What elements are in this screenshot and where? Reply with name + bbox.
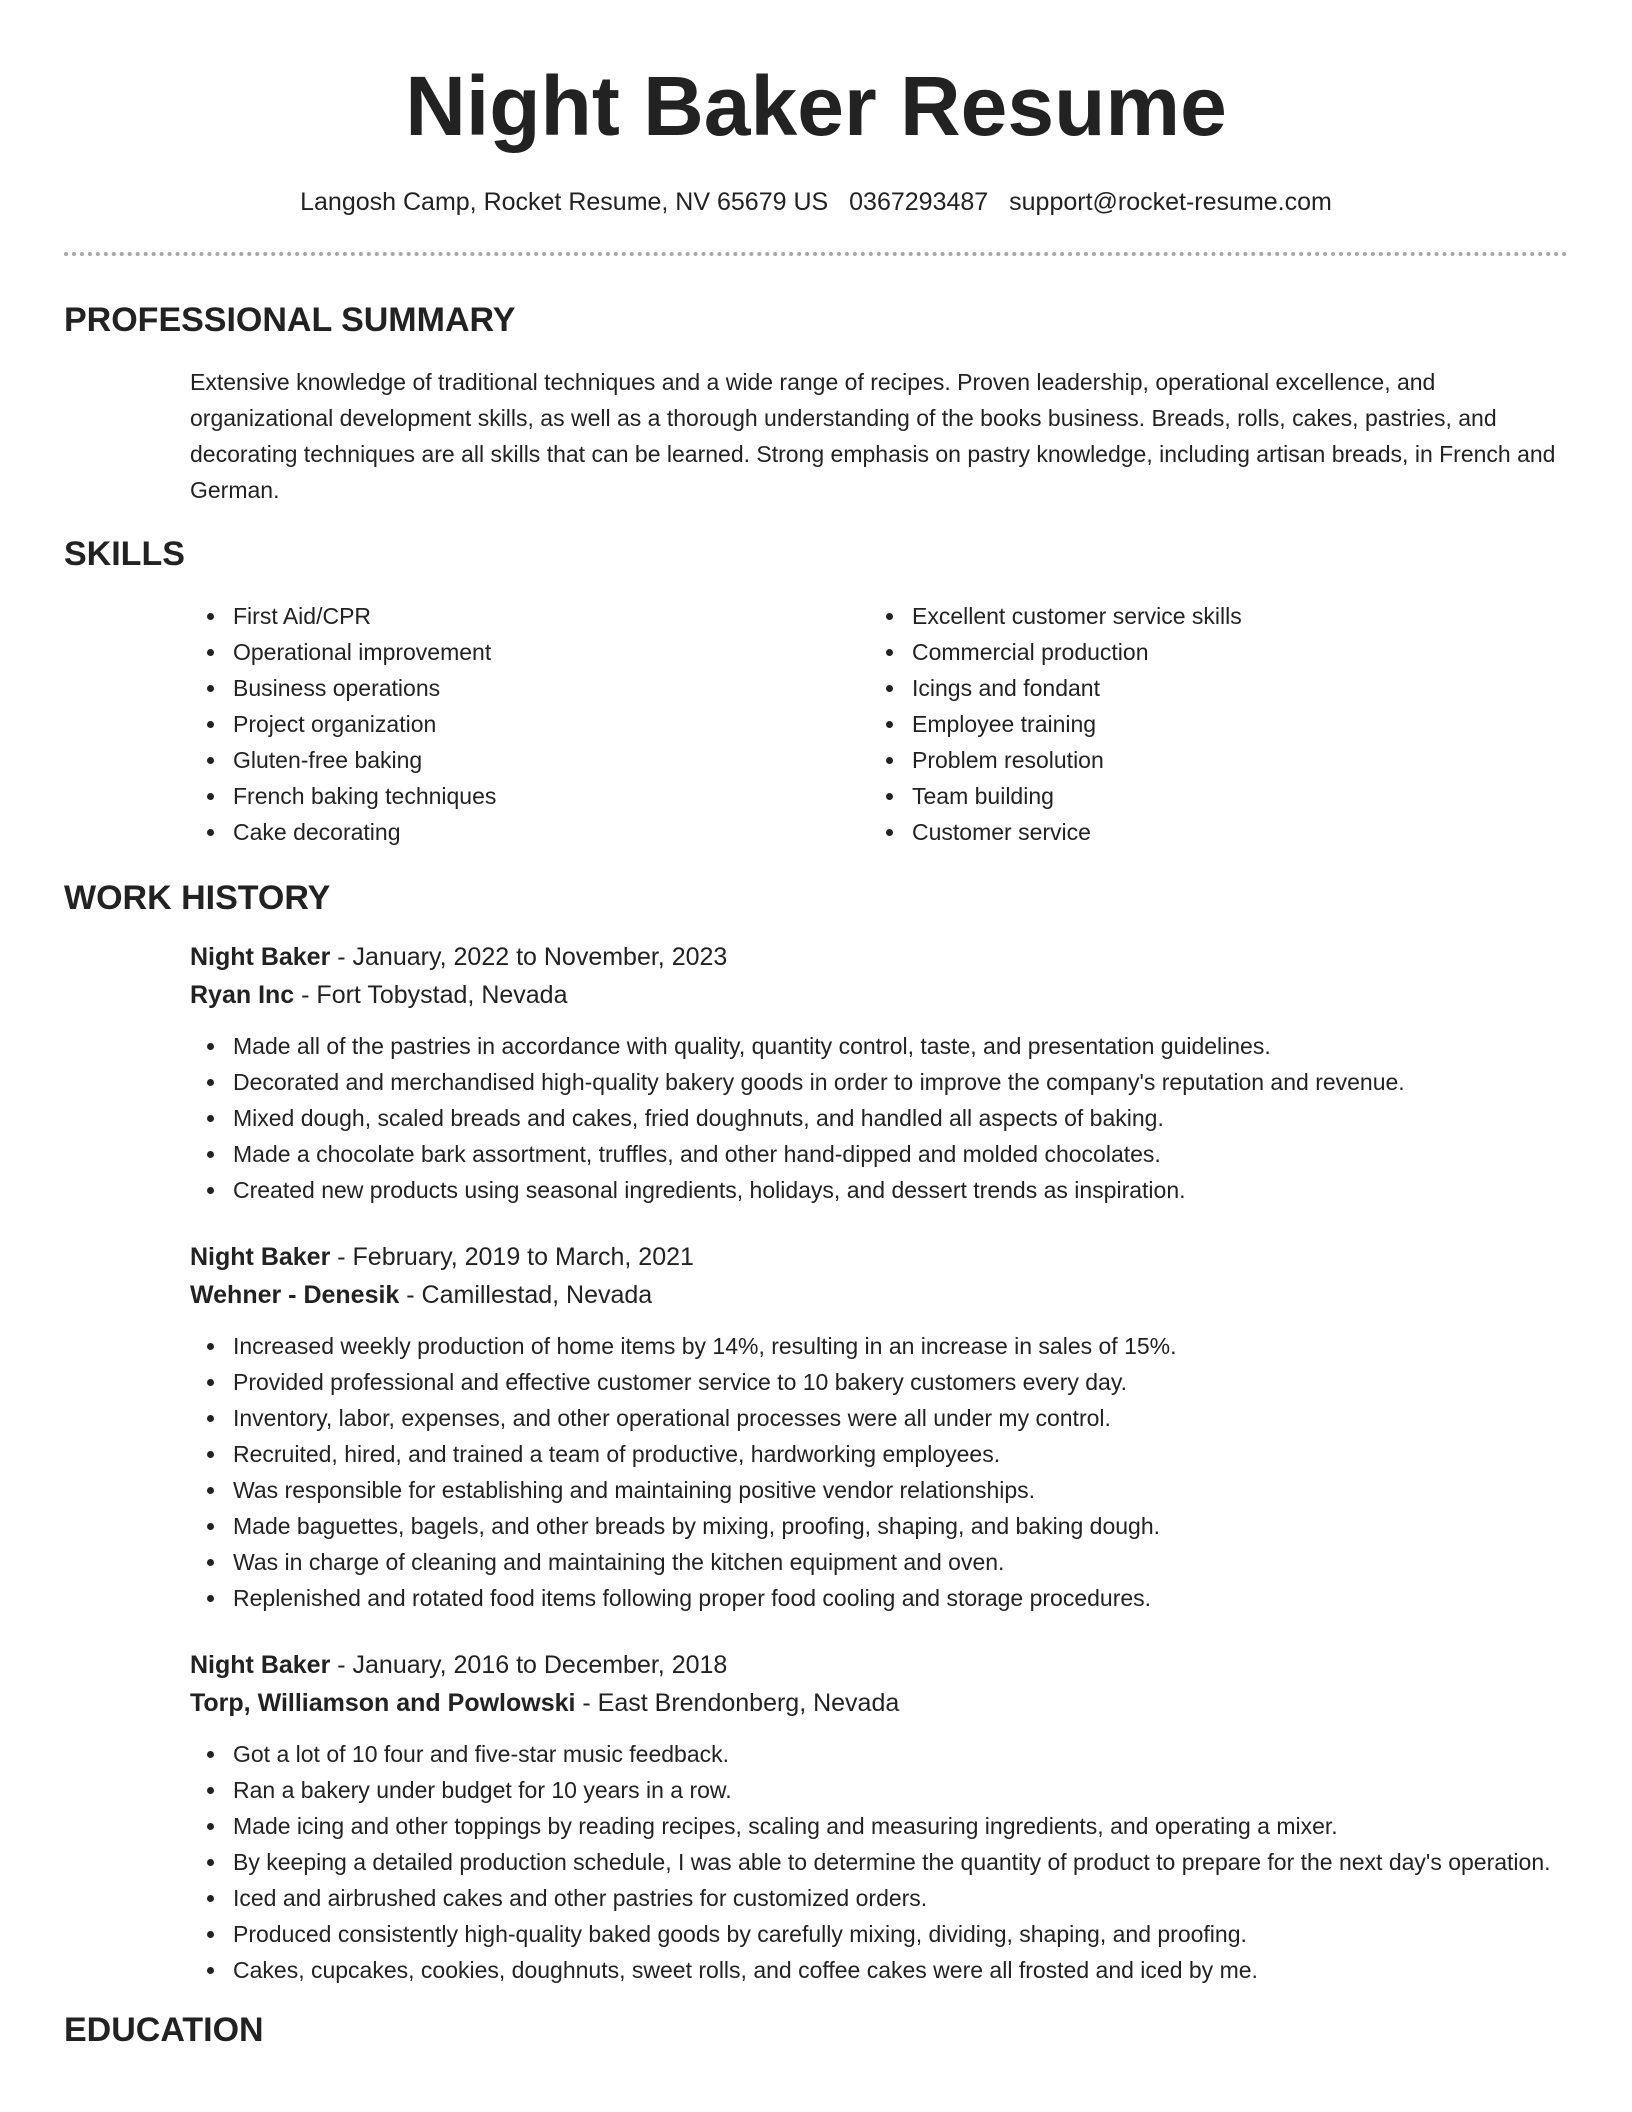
- job-location: - Fort Tobystad, Nevada: [294, 981, 568, 1009]
- job-bullet: Cakes, cupcakes, cookies, doughnuts, sweet rolls, and coffee cakes were all frosted and iced by me.: [190, 1952, 1568, 1988]
- job-bullet: Was responsible for establishing and maintaining positive vendor relationships.: [190, 1472, 1568, 1508]
- skill-item: Excellent customer service skills: [869, 598, 1489, 634]
- education-heading: EDUCATION: [64, 2011, 264, 2049]
- summary-text: Extensive knowledge of traditional techniques and a wide range of recipes. Proven leadership, operational excellence, and organizational development skills, as well as a thorough understanding of the books business. Breads, rolls, cakes, pastries, and decorating techniques are all skills that can be learned. Strong emphasis on pastry knowledge, including artisan breads, in French and German.: [190, 369, 1556, 503]
- job-entry: [190, 938, 1568, 1208]
- job-role: Night Baker: [190, 1651, 331, 1679]
- job-bullet: Iced and airbrushed cakes and other pastries for customized orders.: [190, 1880, 1568, 1916]
- job-company-line: [190, 976, 1568, 1014]
- job-bullets: [190, 1736, 1568, 1988]
- job-role: Night Baker: [190, 943, 331, 971]
- job-company: Ryan Inc: [190, 981, 295, 1009]
- job-title-line: [190, 1238, 1568, 1276]
- job-bullet: Recruited, hired, and trained a team of productive, hardworking employees.: [190, 1436, 1568, 1472]
- contact-email: support@rocket-resume.com: [1009, 188, 1332, 216]
- skill-item: Icings and fondant: [869, 670, 1489, 706]
- skills-column-right: [869, 598, 1489, 850]
- job-bullet: Ran a bakery under budget for 10 years in a row.: [190, 1772, 1568, 1808]
- job-entry: [190, 1238, 1568, 1616]
- job-bullet: Was in charge of cleaning and maintaining the kitchen equipment and oven.: [190, 1544, 1568, 1580]
- job-bullet: Got a lot of 10 four and five-star music feedback.: [190, 1736, 1568, 1772]
- skill-item: Project organization: [190, 706, 869, 742]
- job-bullet: Mixed dough, scaled breads and cakes, fried doughnuts, and handled all aspects of baking.: [190, 1100, 1568, 1136]
- contact-phone: 0367293487: [849, 188, 989, 216]
- skill-item: Gluten-free baking: [190, 742, 869, 778]
- job-company: Torp, Williamson and Powlowski: [190, 1689, 576, 1717]
- job-company: Wehner - Denesik: [190, 1281, 400, 1309]
- header-divider: [64, 252, 1568, 256]
- job-bullet: Decorated and merchandised high-quality bakery goods in order to improve the company's reputation and revenue.: [190, 1064, 1568, 1100]
- job-bullets: [190, 1028, 1568, 1208]
- job-bullet: Provided professional and effective customer service to 10 bakery customers every day.: [190, 1364, 1568, 1400]
- job-company-line: [190, 1276, 1568, 1314]
- job-dates: - January, 2016 to December, 2018: [330, 1651, 728, 1679]
- job-bullet: Produced consistently high-quality baked goods by carefully mixing, dividing, shaping, and proofing.: [190, 1916, 1568, 1952]
- summary-heading: PROFESSIONAL SUMMARY: [64, 301, 516, 339]
- job-bullet: Made baguettes, bagels, and other breads by mixing, proofing, shaping, and baking dough.: [190, 1508, 1568, 1544]
- contact-line: [64, 186, 1568, 218]
- job-bullets: [190, 1328, 1568, 1616]
- skill-item: First Aid/CPR: [190, 598, 869, 634]
- job-entry: [190, 1646, 1568, 1988]
- skill-item: Business operations: [190, 670, 869, 706]
- job-bullet: Made all of the pastries in accordance with quality, quantity control, taste, and presentation guidelines.: [190, 1028, 1568, 1064]
- job-dates: - February, 2019 to March, 2021: [330, 1243, 694, 1271]
- job-dates: - January, 2022 to November, 2023: [330, 943, 728, 971]
- job-company-line: [190, 1684, 1568, 1722]
- resume-title: Night Baker Resume: [405, 59, 1227, 153]
- skill-item: French baking techniques: [190, 778, 869, 814]
- job-title-line: [190, 1646, 1568, 1684]
- skill-item: Cake decorating: [190, 814, 869, 850]
- job-bullet: Replenished and rotated food items following proper food cooling and storage procedures.: [190, 1580, 1568, 1616]
- job-bullet: Inventory, labor, expenses, and other operational processes were all under my control.: [190, 1400, 1568, 1436]
- job-bullet: Made a chocolate bark assortment, truffles, and other hand-dipped and molded chocolates.: [190, 1136, 1568, 1172]
- skill-item: Employee training: [869, 706, 1489, 742]
- skill-item: Operational improvement: [190, 634, 869, 670]
- resume-page: [64, 0, 1568, 2050]
- skills-list: [190, 598, 1568, 850]
- skill-item: Team building: [869, 778, 1489, 814]
- contact-address: Langosh Camp, Rocket Resume, NV 65679 US: [300, 188, 829, 216]
- skills-heading: SKILLS: [64, 535, 185, 573]
- skill-item: Problem resolution: [869, 742, 1489, 778]
- skills-column-left: [190, 598, 869, 850]
- job-bullet: Created new products using seasonal ingredients, holidays, and dessert trends as inspiration.: [190, 1172, 1568, 1208]
- job-bullet: By keeping a detailed production schedule, I was able to determine the quantity of product to prepare for the next day's operation.: [190, 1844, 1568, 1880]
- job-title-line: [190, 938, 1568, 976]
- job-location: - East Brendonberg, Nevada: [575, 1689, 900, 1717]
- job-role: Night Baker: [190, 1243, 331, 1271]
- job-bullet: Made icing and other toppings by reading recipes, scaling and measuring ingredients, and operating a mixer.: [190, 1808, 1568, 1844]
- job-bullet: Increased weekly production of home items by 14%, resulting in an increase in sales of 15%.: [190, 1328, 1568, 1364]
- work-history-heading: WORK HISTORY: [64, 879, 331, 917]
- skill-item: Customer service: [869, 814, 1489, 850]
- job-location: - Camillestad, Nevada: [399, 1281, 653, 1309]
- skill-item: Commercial production: [869, 634, 1489, 670]
